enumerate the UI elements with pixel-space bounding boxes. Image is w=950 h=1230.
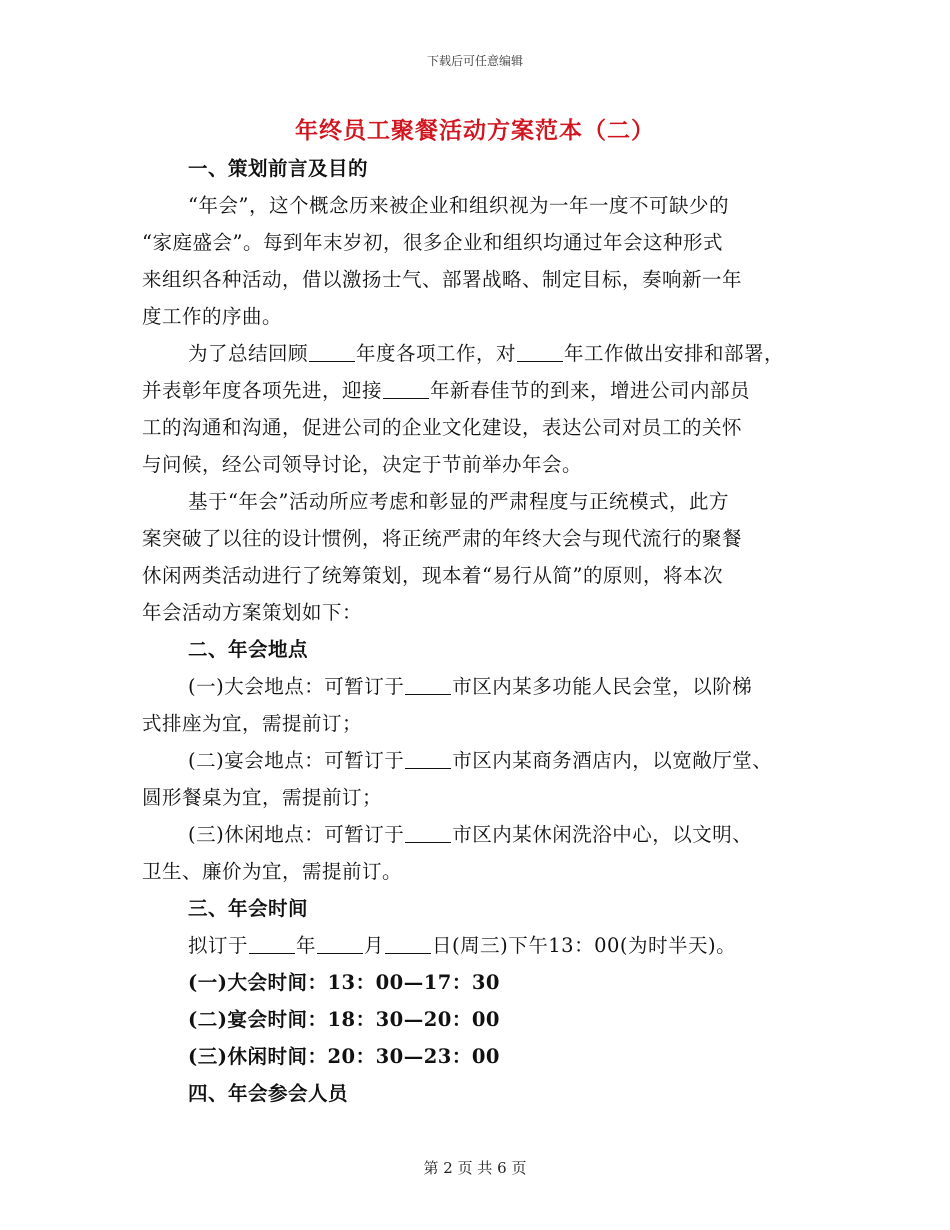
paragraph-line <box>142 335 810 372</box>
venue-line <box>142 668 810 705</box>
venue-line: 卫生、廉价为宜，需提前订。 <box>142 860 403 883</box>
venue-line <box>142 742 810 779</box>
section-heading-4: 四、年会参会人员 <box>188 1082 349 1105</box>
text-run: 市区内某商务酒店内，以宽敞厅堂、 <box>452 749 773 772</box>
text-run: 为了总结回顾 <box>188 342 309 365</box>
text-run: 年工作做出安排和部署， <box>564 342 785 365</box>
paragraph-line <box>142 372 810 409</box>
paragraph-line: “家庭盛会”。每到年末岁初，很多企业和组织均通过年会这种形式 <box>142 231 723 254</box>
text-run: 月 <box>364 934 385 957</box>
text-run: 拟订于 <box>188 934 249 957</box>
document-title: 年终员工聚餐活动方案范本（二） <box>295 117 655 144</box>
section-heading-2: 二、年会地点 <box>188 638 309 661</box>
paragraph-line: 来组织各种活动，借以激扬士气、部署战略、制定目标，奏响新一年 <box>142 268 743 291</box>
paragraph-line: “年会”，这个概念历来被企业和组织视为一年一度不可缺少的 <box>188 194 729 217</box>
text-run: 并表彰年度各项先进，迎接 <box>142 379 383 402</box>
time-item-meeting: (一)大会时间：13：00—17：30 <box>188 971 500 994</box>
schedule-line <box>142 927 810 964</box>
fill-blank <box>317 933 363 954</box>
time-item-banquet: (二)宴会时间：18：30—20：00 <box>188 1008 500 1031</box>
paragraph-line: 工的沟通和沟通，促进公司的企业文化建设，表达公司对员工的关怀 <box>142 416 743 439</box>
venue-line: 圆形餐桌为宜，需提前订； <box>142 786 383 809</box>
paragraph-line: 基于“年会”活动所应考虑和彰显的严肃程度与正统模式，此方 <box>188 490 729 513</box>
text-run: 年度各项工作，对 <box>356 342 517 365</box>
fill-blank <box>405 674 451 695</box>
fill-blank <box>385 933 431 954</box>
venue-line <box>142 816 810 853</box>
text-run: (二)宴会地点：可暂订于 <box>188 749 405 772</box>
paragraph-line: 与问候，经公司领导讨论，决定于节前举办年会。 <box>142 453 583 476</box>
text-run: (三)休闲地点：可暂订于 <box>188 823 405 846</box>
text-run: (一)大会地点：可暂订于 <box>188 675 405 698</box>
paragraph-line: 年会活动方案策划如下： <box>142 601 363 624</box>
text-run: 市区内某休闲洗浴中心，以文明、 <box>452 823 753 846</box>
paragraph-line: 度工作的序曲。 <box>142 305 283 328</box>
time-item-leisure: (三)休闲时间：20：30—23：00 <box>188 1045 500 1068</box>
venue-line: 式排座为宜，需提前订； <box>142 712 363 735</box>
fill-blank <box>405 822 451 843</box>
fill-blank <box>517 341 563 362</box>
document-body <box>142 150 810 1112</box>
paragraph-line: 案突破了以往的设计惯例，将正统严肃的年终大会与现代流行的聚餐 <box>142 527 743 550</box>
text-run: 日(周三)下午13：00(为时半天)。 <box>432 934 737 957</box>
text-run: 年 <box>296 934 317 957</box>
text-run: 年新春佳节的到来，增进公司内部员 <box>430 379 751 402</box>
section-heading-3: 三、年会时间 <box>188 897 309 920</box>
header-note: 下载后可任意编辑 <box>426 54 523 68</box>
fill-blank <box>405 748 451 769</box>
fill-blank <box>249 933 295 954</box>
paragraph-line: 休闲两类活动进行了统筹策划，现本着“易行从简”的原则，将本次 <box>142 564 723 587</box>
page-number-footer: 第 2 页 共 6 页 <box>423 1159 527 1177</box>
text-run: 市区内某多功能人民会堂，以阶梯 <box>452 675 753 698</box>
fill-blank <box>309 341 355 362</box>
fill-blank <box>383 378 429 399</box>
section-heading-1: 一、策划前言及目的 <box>188 157 369 180</box>
